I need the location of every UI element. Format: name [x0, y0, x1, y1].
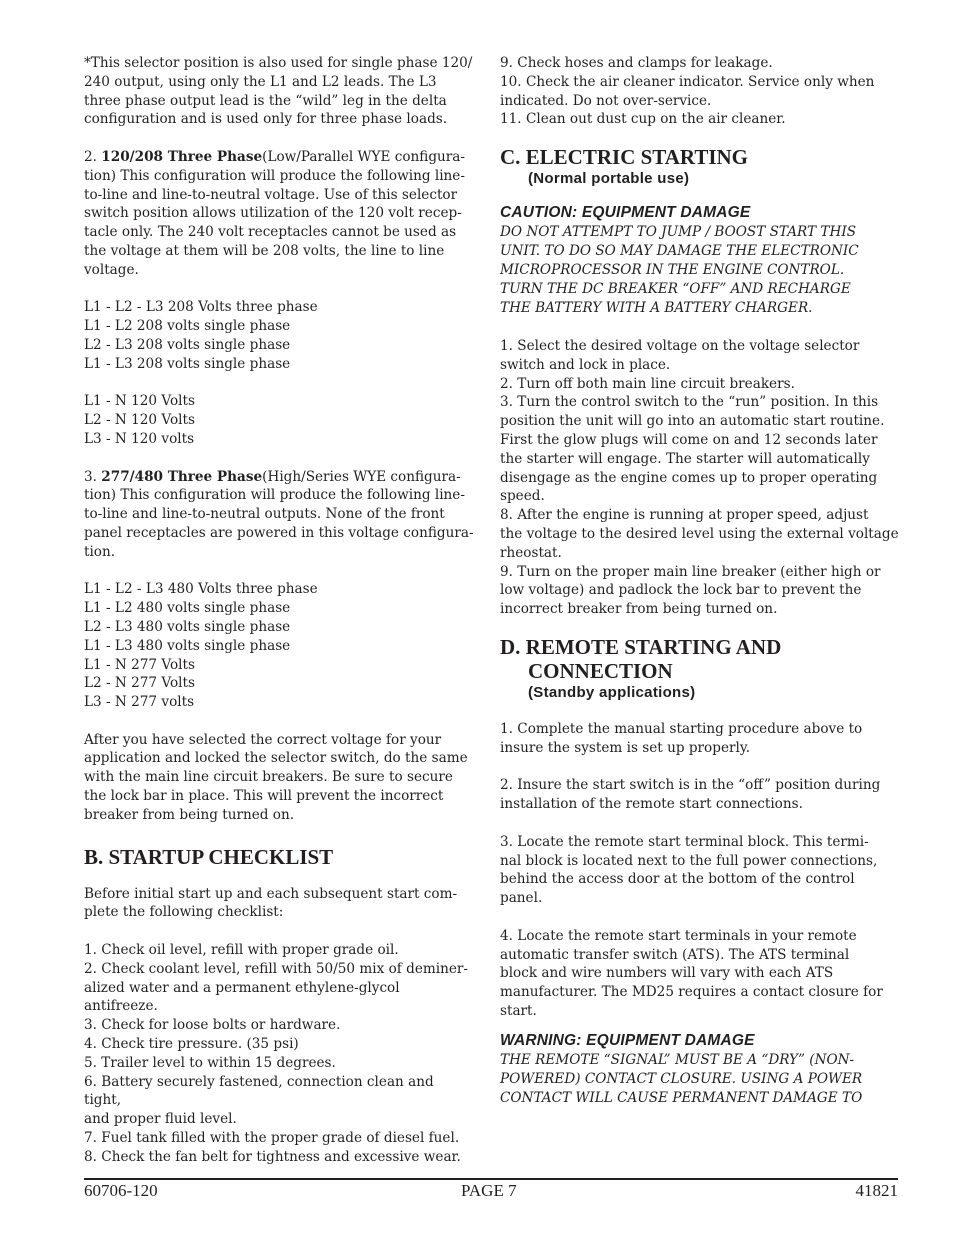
voltage-list-208: L1 - L2 - L3 208 Volts three phase L1 - L2 208 volts single phase L2 - L3 208 volts single phase L1 - L3 208 volts single phase [84, 299, 318, 372]
checklist-intro: Before initial start up and each subsequent start com- plete the following checklist: [84, 885, 458, 921]
voltage-list-120: L1 - N 120 Volts L2 - N 120 Volts L3 - N 120 volts [84, 393, 195, 447]
footer-divider [84, 1178, 898, 1180]
electric-starting-steps: 1. Select the desired voltage on the voltage selector switch and lock in place. 2. Turn off both main line circuit breakers. 3. Turn the control switch to the “run” position. In this position the unit will go into an automatic start routine. First the glow plugs will come on and 12 seconds later the starter will engage. The starter will automatically disengage as the engine comes up to proper operating speed. 8. After the engine is running at proper speed, adjust the voltage to the desired level using the external voltage rheostat. 9. Turn on the proper main line breaker (either high or low voltage) and padlock the lock bar to prevent the incorrect breaker from being turned on. [500, 337, 899, 618]
selector-note-paragraph: *This selector position is also used for single phase 120/ 240 output, using only the L1 and L2 leads. The L3 three phase output lead is the “wild” leg in the delta configuration and is used only for three phase loads. [84, 55, 473, 128]
voltage-list-480: L1 - L2 - L3 480 Volts three phase L1 - L2 480 volts single phase L2 - L3 480 volts single phase L1 - L3 480 volts single phase L1 - N 277 Volts L2 - N 277 Volts L3 - N 277 volts [84, 581, 318, 711]
caution-heading: CAUTION: EQUIPMENT DAMAGE [500, 204, 751, 222]
item-120-208-number: 2. [84, 148, 102, 165]
after-selection-paragraph: After you have selected the correct voltage for your application and locked the selector switch, do the same with the main line circuit breakers. Be sure to secure the lock bar in place. This will prevent the incorrect breaker from being turned on. [84, 731, 468, 823]
electric-starting-subtitle: (Normal portable use) [528, 170, 690, 188]
warning-text: THE REMOTE “SIGNAL” MUST BE A “DRY” (NON- POWERED) CONTACT CLOSURE. USING A POWER CONTACT WILL CAUSE PERMANENT DAMAGE TO [500, 1051, 863, 1106]
heading-remote-starting [500, 635, 900, 683]
item-120-208-text: (Low/Parallel WYE configura- tion) This configuration will produce the following line- to-line and line-to-neutral voltage. Use of this selector switch position allows utilization of the 120 volt recep- tacle only. The 240 volt receptacles cannot be used as the voltage at them will be 208 volts, the line to line voltage. [84, 148, 466, 278]
startup-checklist: 1. Check oil level, refill with proper grade oil. 2. Check coolant level, refill with 50/50 mix of deminer- alized water and a permanent ethylene-glycol antifreeze. 3. Check for loose bolts or hardware. 4. Check tire pressure. (35 psi) 5. Trailer level to within 15 degrees. 6. Battery securely fastened, connection clean and tight, and proper fluid level. 7. Fuel tank filled with the proper grade of diesel fuel. 8. Check the fan belt for tightness and excessive wear. [84, 942, 469, 1165]
heading-electric-starting: C. ELECTRIC STARTING [500, 145, 749, 170]
item-277-480-title: 277/480 Three Phase [101, 468, 263, 485]
item-120-208-paragraph [84, 148, 474, 280]
item-277-480-paragraph [84, 468, 474, 562]
item-277-480-text: (High/Series WYE configura- tion) This configuration will produce the following line- to-line and line-to-neutral outputs. None of the front panel receptacles are powered in this voltage configura- tion. [84, 468, 474, 560]
remote-step-2: 2. Insure the start switch is in the “off” position during installation of the remote start connections. [500, 777, 881, 813]
caution-text: DO NOT ATTEMPT TO JUMP / BOOST START THIS UNIT. TO DO SO MAY DAMAGE THE ELECTRONIC MICROPROCESSOR IN THE ENGINE CONTROL. TURN THE DC BREAKER “OFF” AND RECHARGE THE BATTERY WITH A BATTERY CHARGER. [500, 224, 859, 317]
remote-step-3: 3. Locate the remote start terminal block. This termi- nal block is located next to the full power connections, behind the access door at the bottom of the control panel. [500, 833, 878, 907]
item-120-208-title: 120/208 Three Phase [101, 148, 263, 165]
remote-step-4: 4. Locate the remote start terminals in your remote automatic transfer switch (ATS). The ATS terminal block and wire numbers will vary with each ATS manufacturer. The MD25 requires a contact closure for start. [500, 927, 883, 1019]
startup-checklist-continued: 9. Check hoses and clamps for leakage. 10. Check the air cleaner indicator. Service only when indicated. Do not over-service. 11. Clean out dust cup on the air cleaner. [500, 55, 875, 128]
remote-starting-subtitle: (Standby applications) [528, 683, 696, 701]
footer-page-number: PAGE 7 [461, 1181, 517, 1200]
right-column [500, 54, 900, 1108]
left-column [84, 54, 474, 1167]
heading-remote-starting-line2: CONNECTION [528, 658, 673, 683]
footer-document-number: 60706-120 [84, 1181, 158, 1200]
footer-code: 41821 [855, 1181, 898, 1200]
heading-startup-checklist: B. STARTUP CHECKLIST [84, 844, 334, 869]
warning-heading: WARNING: EQUIPMENT DAMAGE [500, 1031, 755, 1049]
heading-remote-starting-line1: D. REMOTE STARTING AND [500, 634, 782, 659]
remote-step-1: 1. Complete the manual starting procedure above to insure the system is set up properly. [500, 720, 863, 756]
item-277-480-number: 3. [84, 468, 102, 485]
